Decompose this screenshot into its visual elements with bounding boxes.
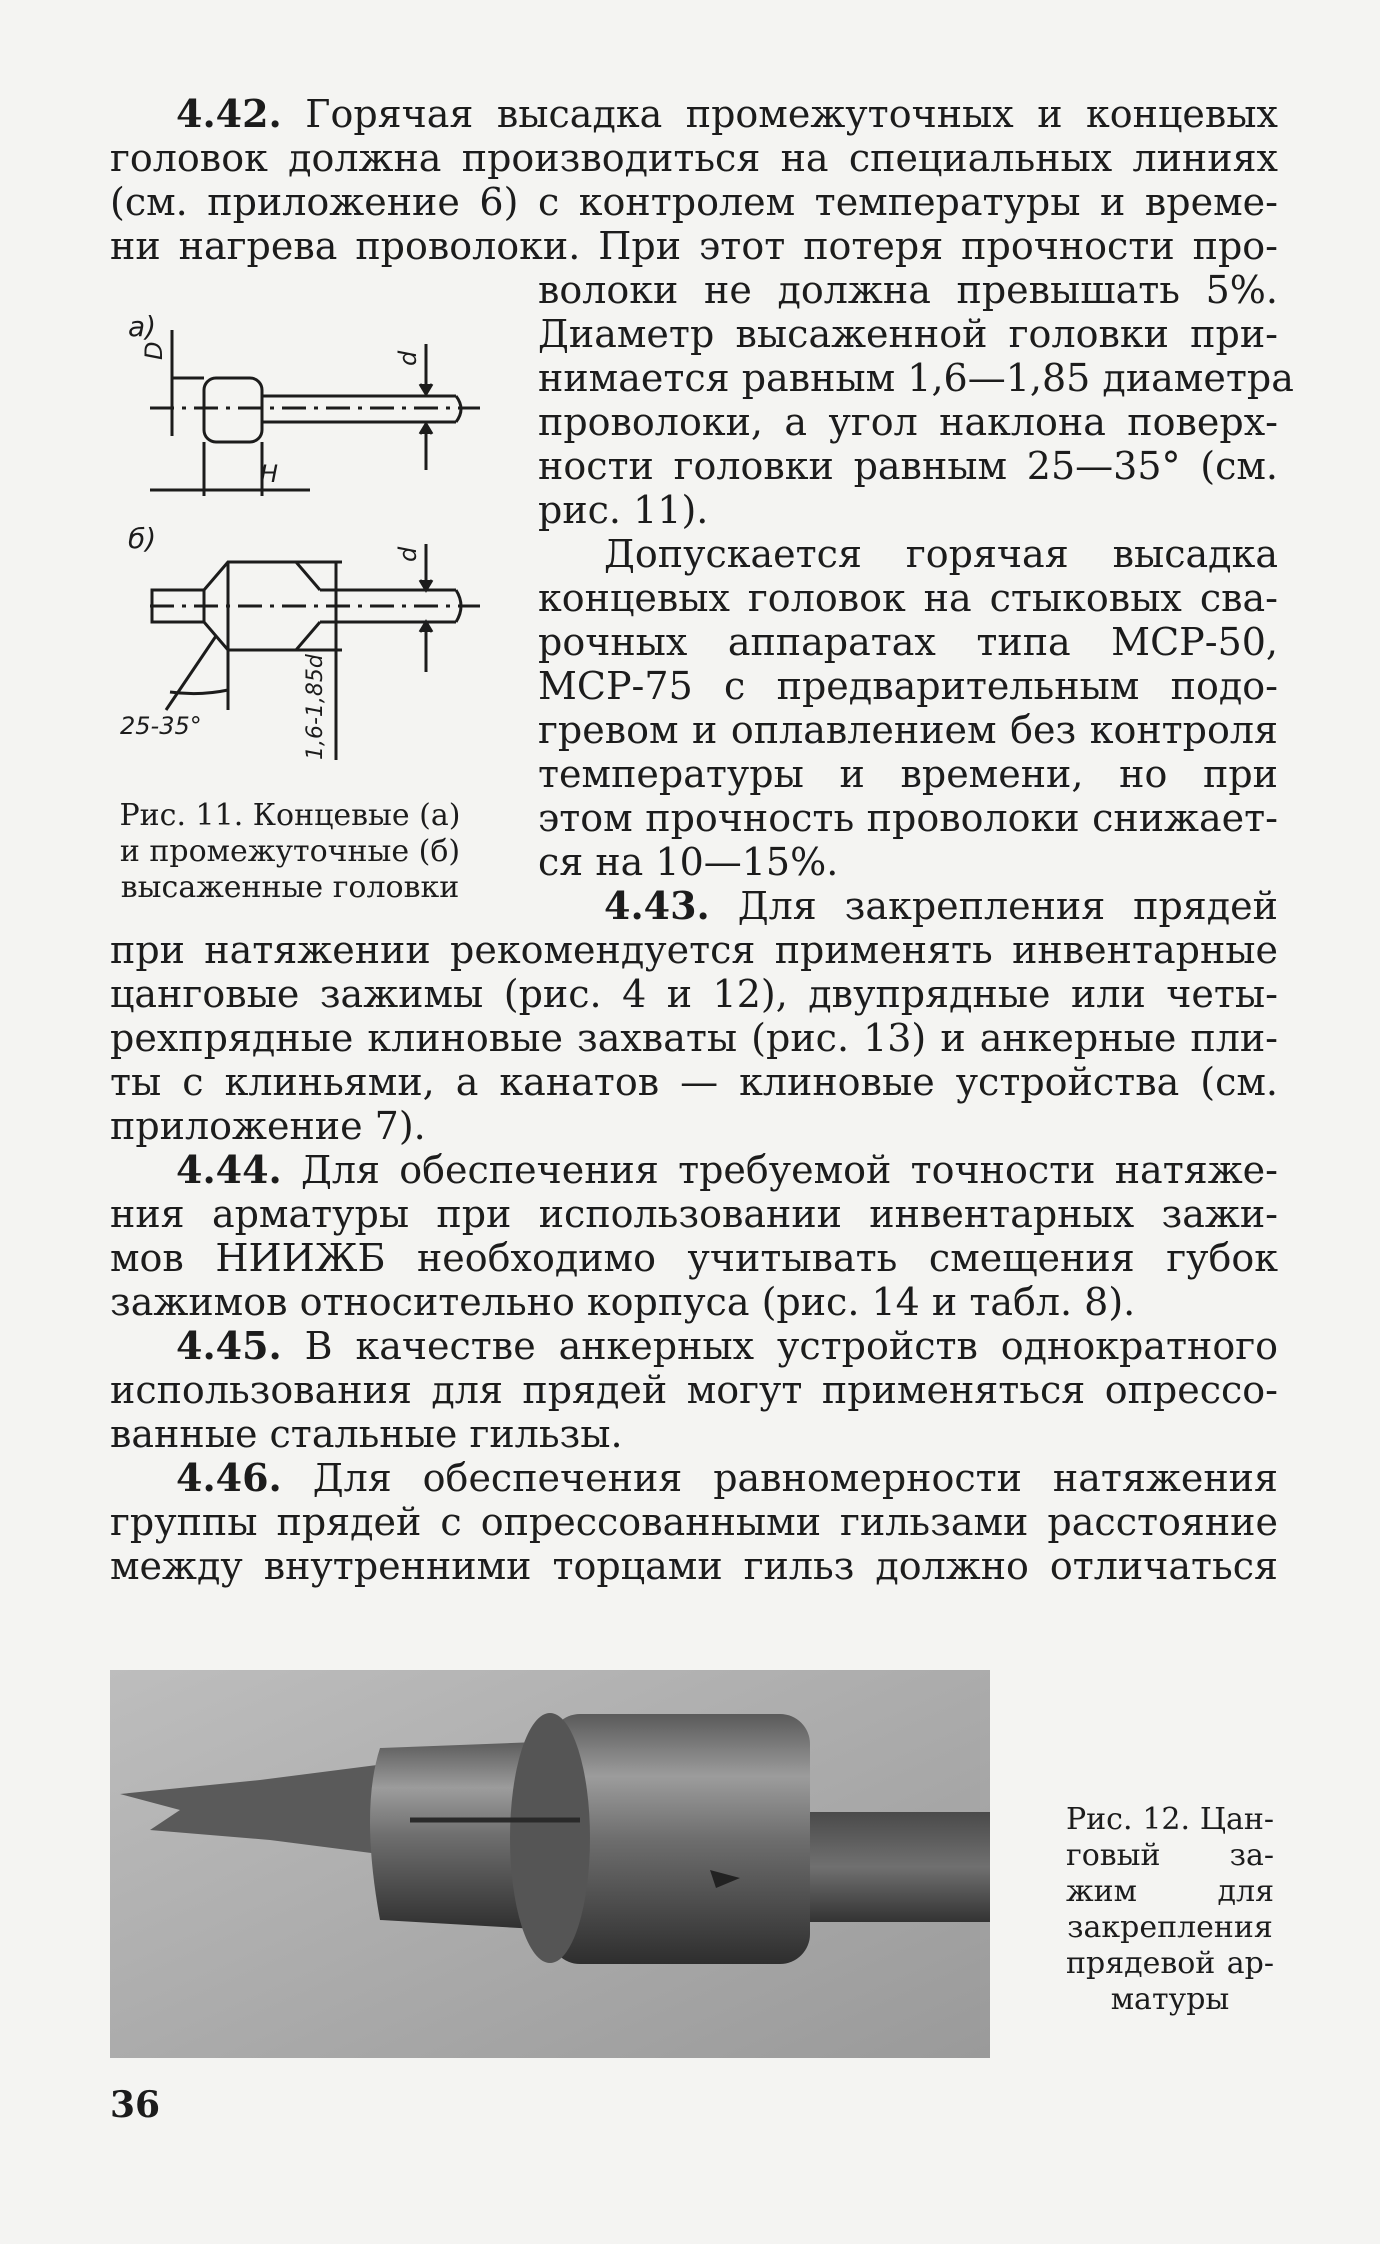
angle-label: 25-35° bbox=[120, 712, 202, 740]
paragraph-line: проволоки, а угол наклона поверх- bbox=[538, 400, 1278, 444]
figure-11-drawing bbox=[110, 300, 510, 780]
paragraph-line: (см. приложение 6) с контролем температуры и време- bbox=[110, 180, 1278, 224]
caption-line: закрепления bbox=[1067, 1910, 1273, 1945]
paragraph-line bbox=[176, 92, 1278, 136]
paragraph-line: зажимов относительно корпуса (рис. 14 и табл. 8). bbox=[110, 1280, 1136, 1324]
label-b: б) bbox=[128, 522, 157, 555]
paragraph-line: головок должна производиться на специальных линиях bbox=[110, 136, 1278, 180]
paragraph-line: рис. 11). bbox=[538, 488, 709, 532]
line-text: Горячая высадка промежуточных и концевых bbox=[305, 92, 1278, 136]
figure-12-photo bbox=[110, 1670, 990, 2058]
paragraph-line: Диаметр высаженной головки при- bbox=[538, 312, 1278, 356]
paragraph-line bbox=[176, 1148, 1278, 1192]
page-number: 36 bbox=[110, 2084, 161, 2126]
paragraph-line: рехпрядные клиновые захваты (рис. 13) и анкерные пли- bbox=[110, 1016, 1278, 1060]
caption-line: говый за- bbox=[1066, 1838, 1274, 1873]
caption-line: жим для bbox=[1066, 1874, 1274, 1909]
line-text: Для обеспечения равномерности натяжения bbox=[312, 1456, 1278, 1500]
paragraph-line: ния арматуры при использовании инвентарных зажи- bbox=[110, 1192, 1278, 1236]
caption-line: высаженные головки bbox=[120, 870, 460, 905]
line-text: Для обеспечения требуемой точности натяже- bbox=[301, 1148, 1278, 1192]
dim-D-label: D bbox=[140, 341, 168, 360]
section-number: 4.42. bbox=[176, 91, 282, 136]
figure-11-caption bbox=[100, 798, 480, 906]
caption-line: и промежуточные (б) bbox=[119, 834, 461, 869]
line-text: Для закрепления прядей bbox=[737, 884, 1278, 928]
caption-line: матуры bbox=[1110, 1982, 1230, 2017]
paragraph-line: ся на 10—15%. bbox=[538, 840, 839, 884]
paragraph-line: МСР-75 с предварительным подо- bbox=[538, 664, 1278, 708]
paragraph-line bbox=[604, 884, 1278, 928]
paragraph-line: температуры и времени, но при bbox=[538, 752, 1278, 796]
figure-12-caption bbox=[1066, 1802, 1274, 2018]
dim-H-label: H bbox=[260, 460, 279, 488]
paragraph-line: рочных аппаратах типа МСР-50, bbox=[538, 620, 1278, 664]
paragraph-line: цанговые зажимы (рис. 4 и 12), двупрядные или четы- bbox=[110, 972, 1278, 1016]
paragraph-line: волоки не должна превышать 5%. bbox=[538, 268, 1278, 312]
paragraph-line bbox=[176, 1456, 1278, 1500]
paragraph-line: гревом и оплавлением без контроля bbox=[538, 708, 1278, 752]
caption-line: Рис. 12. Цан- bbox=[1066, 1802, 1274, 1837]
caption-line: прядевой ар- bbox=[1066, 1946, 1274, 1981]
paragraph-line: ванные стальные гильзы. bbox=[110, 1412, 623, 1456]
section-number: 4.46. bbox=[176, 1455, 282, 1500]
caption-line: Рис. 11. Концевые (а) bbox=[119, 798, 461, 833]
paragraph-line: нимается равным 1,6—1,85 диаметра bbox=[538, 356, 1294, 400]
paragraph-line bbox=[176, 1324, 1278, 1368]
paragraph-line: приложение 7). bbox=[110, 1104, 426, 1148]
label-a: а) bbox=[128, 310, 157, 343]
paragraph-line: между внутренними торцами гильз должно отличаться bbox=[110, 1544, 1278, 1588]
dim-d-label: d bbox=[394, 350, 422, 366]
paragraph-line: этом прочность проволоки снижает- bbox=[538, 796, 1278, 840]
dim-d2-label: d bbox=[394, 546, 422, 562]
paragraph-line: ни нагрева проволоки. При этот потеря прочности про- bbox=[110, 224, 1278, 268]
section-number: 4.43. bbox=[604, 883, 710, 928]
line-text: В качестве анкерных устройств однократного bbox=[304, 1324, 1278, 1368]
paragraph-line: группы прядей с опрессованными гильзами расстояние bbox=[110, 1500, 1278, 1544]
dim-ratio-label: 1,6-1,85d bbox=[303, 654, 328, 760]
paragraph-line: использования для прядей могут применяться опрессо- bbox=[110, 1368, 1278, 1412]
paragraph-line: Допускается горячая высадка bbox=[604, 532, 1278, 576]
paragraph-line: ты с клиньями, а канатов — клиновые устройства (см. bbox=[110, 1060, 1278, 1104]
paragraph-line: ности головки равным 25—35° (см. bbox=[538, 444, 1278, 488]
paragraph-line: при натяжении рекомендуется применять инвентарные bbox=[110, 928, 1278, 972]
paragraph-line: концевых головок на стыковых сва- bbox=[538, 576, 1278, 620]
section-number: 4.44. bbox=[176, 1147, 282, 1192]
section-number: 4.45. bbox=[176, 1323, 282, 1368]
paragraph-line: мов НИИЖБ необходимо учитывать смещения губок bbox=[110, 1236, 1278, 1280]
